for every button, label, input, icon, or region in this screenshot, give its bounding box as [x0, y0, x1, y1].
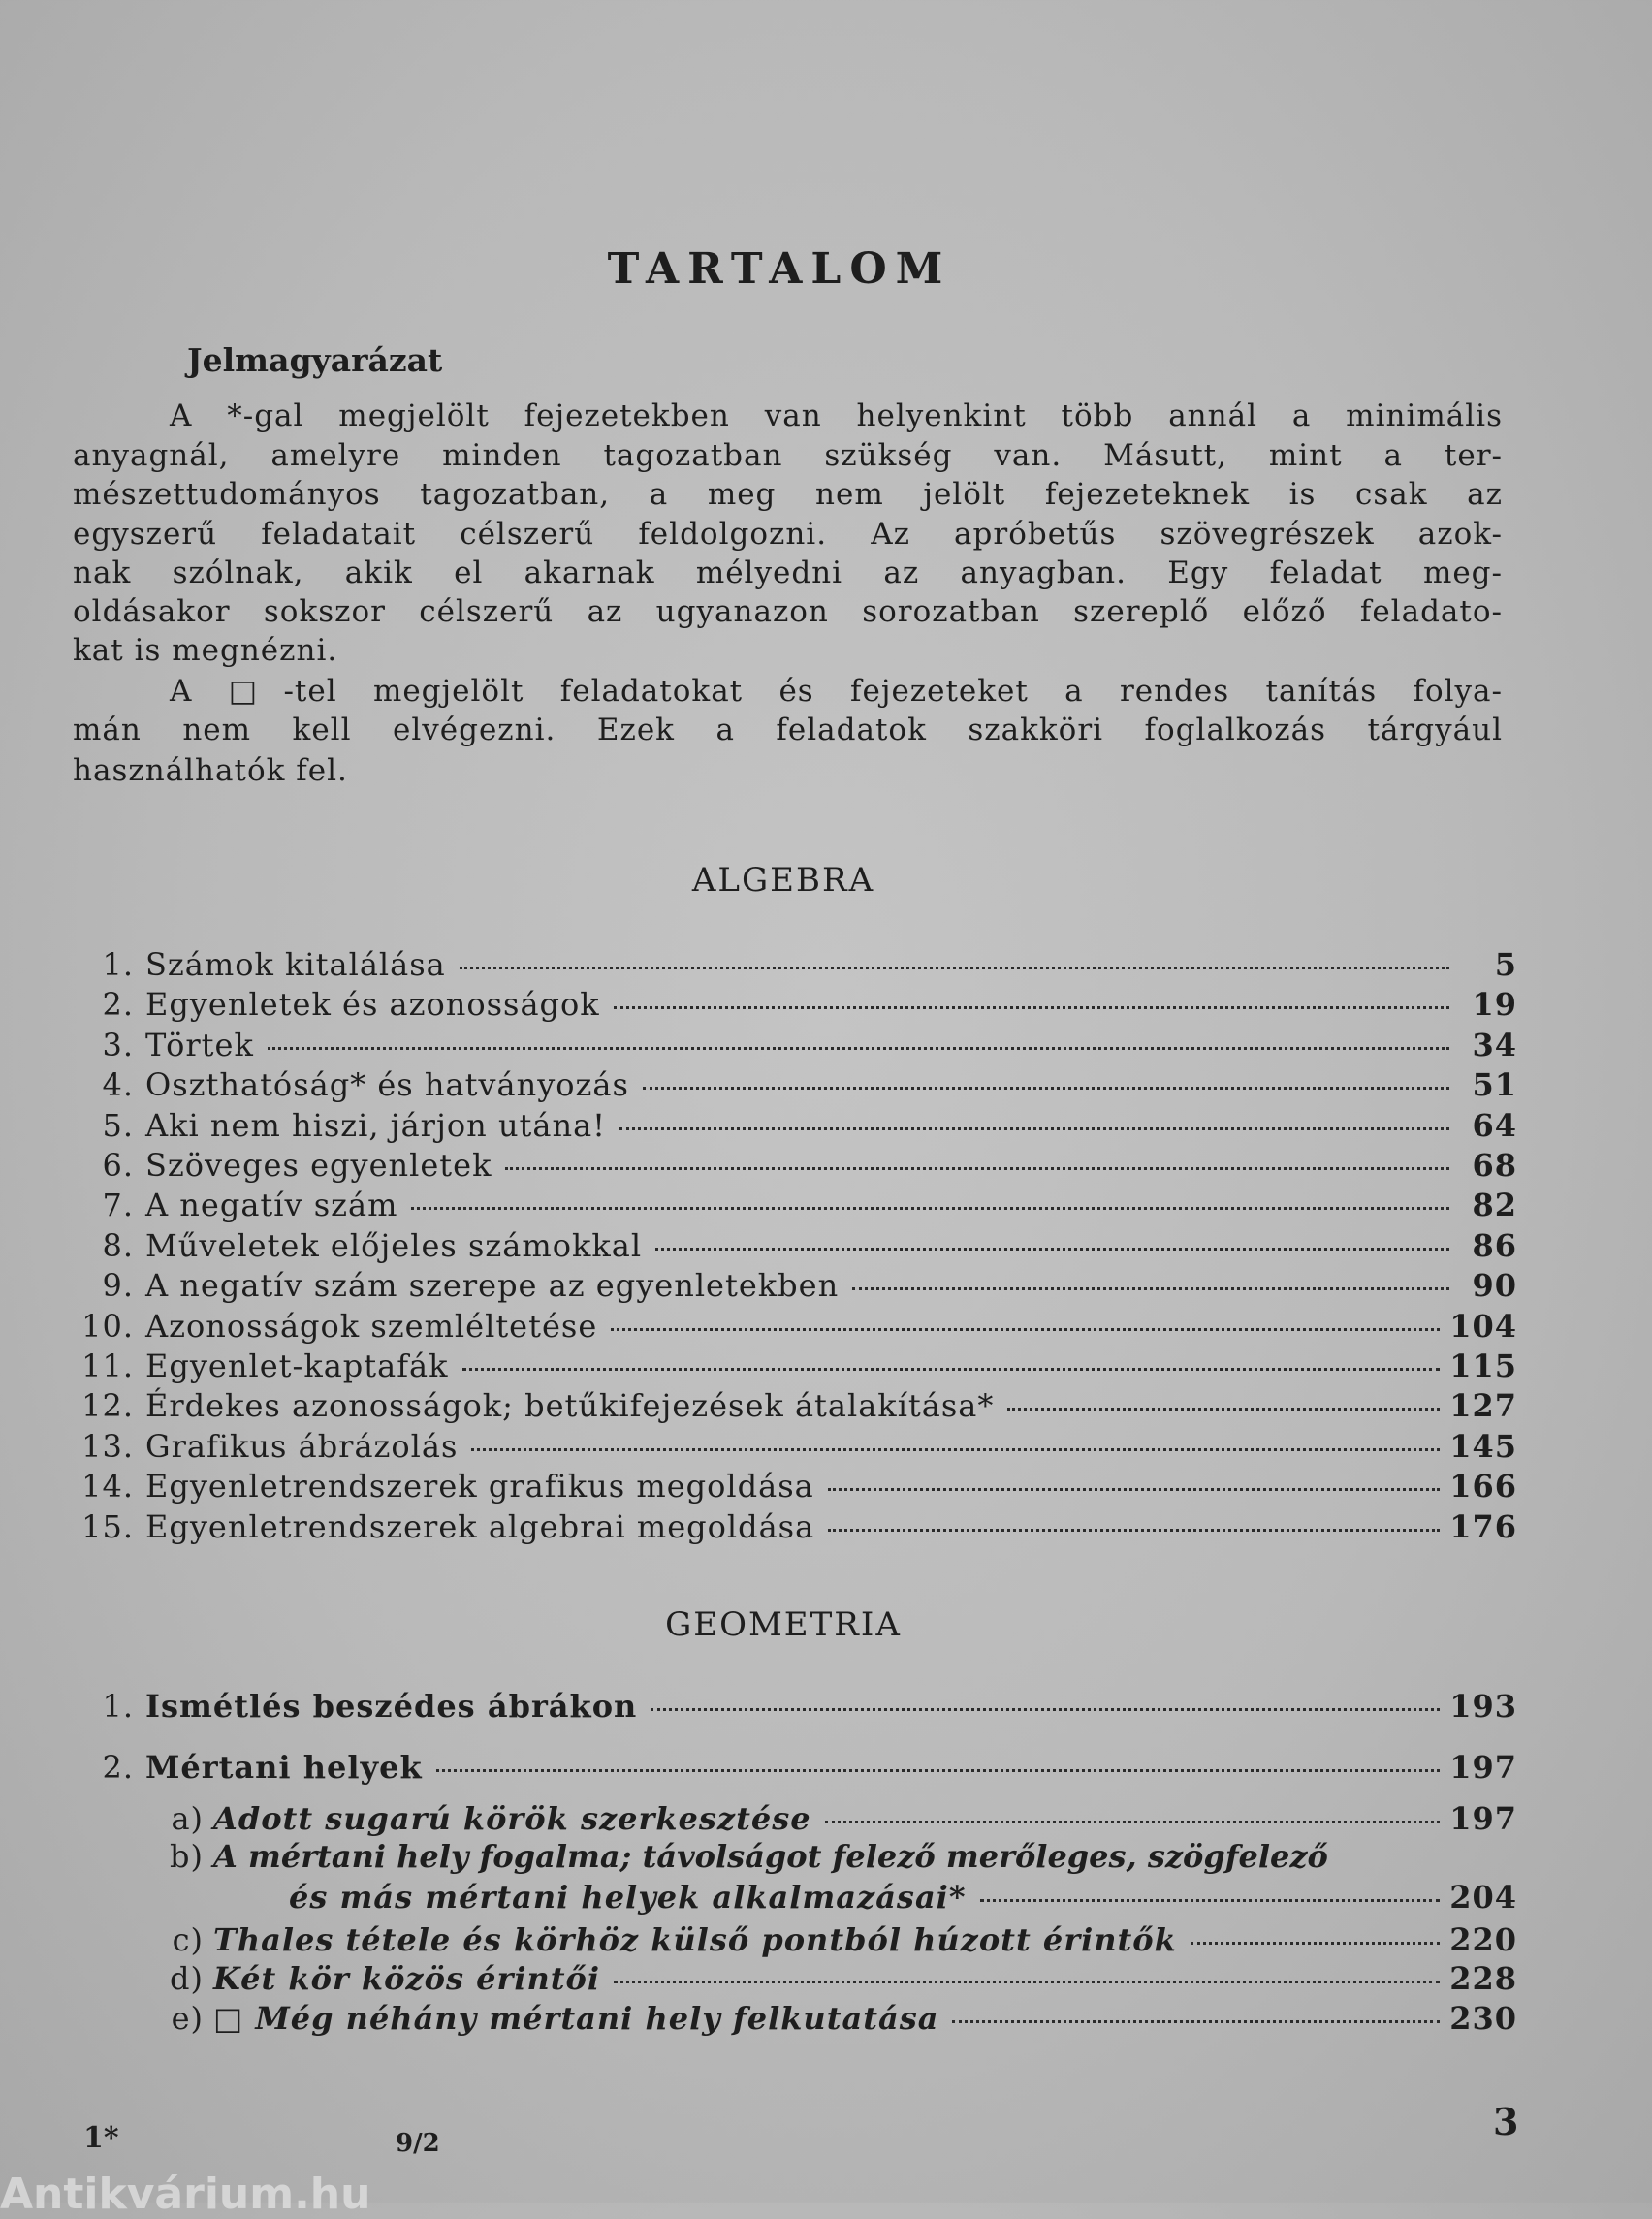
entry-page: 68 — [1472, 1147, 1517, 1184]
entry-number: 13. — [81, 1427, 134, 1465]
entry-title: Érdekes azonosságok; betűkifejezések átalakítása* — [145, 1387, 995, 1425]
toc-entry — [58, 1467, 1517, 1506]
dot-leader — [614, 1981, 1440, 1983]
entry-page: 34 — [1472, 1026, 1517, 1063]
toc-entry — [58, 1748, 1517, 1787]
page-number: 3 — [1493, 2100, 1519, 2143]
dot-leader — [643, 1087, 1449, 1090]
entry-page: 176 — [1449, 1507, 1517, 1545]
legend-text-line: mészettudományos tagozatban, a meg nem jelölt fejezeteknek is csak az — [73, 477, 1503, 512]
dot-leader — [825, 1821, 1441, 1823]
dot-leader — [436, 1769, 1441, 1772]
entry-page: 166 — [1449, 1468, 1517, 1506]
entry-letter: c) — [172, 1921, 204, 1958]
entry-title: Számok kitalálása — [145, 946, 446, 983]
dot-leader — [1007, 1408, 1440, 1411]
dot-leader — [614, 1006, 1449, 1009]
dot-leader — [411, 1207, 1449, 1210]
watermark: Antikvárium.hu — [0, 2170, 371, 2219]
toc-entry — [58, 1386, 1517, 1425]
entry-page: 127 — [1449, 1387, 1517, 1425]
entry-title: □ Még néhány mértani hely felkutatása — [213, 2000, 939, 2037]
toc-subentry-continued — [58, 1878, 1517, 1917]
entry-page: 228 — [1449, 1960, 1517, 1997]
entry-title: Két kör közös érintői — [213, 1960, 601, 1997]
legend-text-line: A *-gal megjelölt fejezetekben van helyenkint több annál a minimális — [170, 398, 1503, 433]
signature-mark: 1* — [83, 2121, 119, 2155]
entry-page: 197 — [1449, 1749, 1517, 1786]
entry-number: 11. — [81, 1347, 134, 1384]
dot-leader — [980, 1899, 1441, 1902]
toc-subentry — [58, 1837, 1445, 1876]
entry-number: 1. — [102, 1688, 134, 1725]
entry-number: 5. — [102, 1106, 134, 1144]
legend-text-line: kat is megnézni. — [73, 633, 338, 668]
entry-title: A negatív szám szerepe az egyenletekben — [145, 1267, 840, 1305]
entry-page: 204 — [1449, 1879, 1517, 1916]
entry-number: 3. — [102, 1026, 134, 1063]
entry-letter: b) — [170, 1838, 204, 1875]
entry-page: 82 — [1472, 1187, 1517, 1224]
toc-entry — [58, 1065, 1517, 1104]
toc-entry — [58, 1427, 1517, 1466]
entry-number: 7. — [102, 1187, 134, 1224]
legend-text-line: egyszerű feladatait célszerű feldolgozni. Az apróbetűs szövegrészek azok- — [73, 517, 1503, 552]
entry-page: 90 — [1472, 1267, 1517, 1305]
entry-title: Azonosságok szemléltetése — [145, 1307, 598, 1345]
entry-number: 2. — [102, 986, 134, 1024]
entry-title: Törtek — [145, 1026, 254, 1063]
entry-title: Thales tétele és körhöz külső pontból húzott érintők — [213, 1921, 1177, 1958]
entry-title: A negatív szám — [145, 1187, 398, 1224]
toc-entry — [58, 1226, 1517, 1265]
entry-page: 193 — [1449, 1688, 1517, 1725]
page-title: TARTALOM — [607, 244, 952, 294]
entry-title: Ismétlés beszédes ábrákon — [145, 1688, 638, 1725]
entry-page: 220 — [1449, 1921, 1517, 1958]
legend-text-line: anyagnál, amelyre minden tagozatban szükség van. Másutt, mint a ter- — [73, 438, 1503, 473]
entry-title: Egyenletrendszerek algebrai megoldása — [145, 1507, 815, 1545]
dot-leader — [828, 1488, 1441, 1491]
section-heading-algebra: ALGEBRA — [691, 861, 875, 900]
entry-letter: a) — [171, 1800, 204, 1837]
toc-subentry — [58, 1920, 1517, 1959]
dot-leader — [268, 1047, 1449, 1050]
dot-leader — [655, 1248, 1449, 1251]
entry-page: 230 — [1449, 2000, 1517, 2037]
section-heading-geometria: GEOMETRIA — [665, 1605, 902, 1644]
entry-title: Műveletek előjeles számokkal — [145, 1226, 643, 1264]
entry-number: 15. — [81, 1507, 134, 1545]
toc-entry — [58, 1146, 1517, 1185]
entry-number: 1. — [102, 946, 134, 983]
toc-subentry — [58, 1999, 1517, 2038]
entry-page: 5 — [1494, 946, 1517, 983]
toc-subentry — [58, 1799, 1517, 1838]
toc-entry — [58, 1507, 1517, 1546]
dot-leader — [620, 1127, 1449, 1130]
entry-number: 6. — [102, 1147, 134, 1184]
entry-title: Aki nem hiszi, járjon utána! — [145, 1106, 607, 1144]
legend-text-line: A □-tel megjelölt feladatokat és fejezeteket a rendes tanítás folya- — [170, 674, 1503, 709]
entry-title: Egyenletrendszerek grafikus megoldása — [145, 1468, 814, 1506]
entry-title: Adott sugarú körök szerkesztése — [213, 1800, 811, 1837]
entry-title: Egyenlet-kaptafák — [145, 1347, 449, 1384]
dot-leader — [460, 967, 1449, 969]
print-code: 9/2 — [396, 2129, 440, 2158]
dot-leader — [651, 1708, 1440, 1711]
entry-title: Oszthatóság* és hatványozás — [145, 1066, 629, 1104]
legend-text-line: használhatók fel. — [73, 753, 348, 788]
entry-page: 86 — [1472, 1226, 1517, 1264]
legend-text-line: oldásakor sokszor célszerű az ugyanazon sorozatban szereplő előző feladato- — [73, 594, 1503, 629]
entry-title-continued: és más mértani helyek alkalmazásai* — [289, 1879, 967, 1916]
entry-title: Szöveges egyenletek — [145, 1147, 492, 1184]
entry-page: 145 — [1449, 1427, 1517, 1465]
entry-number: 8. — [102, 1226, 134, 1264]
entry-title: A mértani hely fogalma; távolságot felező merőleges, szögfelező — [213, 1838, 1328, 1875]
toc-entry — [58, 945, 1517, 984]
toc-entry — [58, 1347, 1517, 1385]
legend-text-line: mán nem kell elvégezni. Ezek a feladatok szakköri foglalkozás tárgyául — [73, 713, 1503, 747]
entry-number: 4. — [102, 1066, 134, 1104]
entry-page: 115 — [1449, 1347, 1517, 1384]
toc-entry — [58, 1106, 1517, 1145]
entry-number: 2. — [102, 1749, 134, 1786]
toc-entry — [58, 1307, 1517, 1346]
entry-number: 12. — [81, 1387, 134, 1425]
dot-leader — [611, 1328, 1440, 1331]
toc-entry — [58, 1186, 1517, 1224]
entry-page: 19 — [1472, 986, 1517, 1024]
toc-entry — [58, 1026, 1517, 1064]
entry-letter: d) — [170, 1960, 204, 1997]
dot-leader — [462, 1368, 1441, 1371]
entry-page: 64 — [1472, 1106, 1517, 1144]
dot-leader — [471, 1448, 1440, 1451]
dot-leader — [1191, 1942, 1440, 1945]
entry-page: 197 — [1449, 1800, 1517, 1837]
entry-number: 10. — [81, 1307, 134, 1345]
entry-title: Egyenletek és azonosságok — [145, 986, 600, 1024]
entry-title: Mértani helyek — [145, 1749, 423, 1786]
entry-title: Grafikus ábrázolás — [145, 1427, 459, 1465]
legend-heading: Jelmagyarázat — [187, 341, 443, 379]
toc-entry — [58, 1687, 1517, 1726]
dot-leader — [505, 1167, 1449, 1170]
toc-entry — [58, 1266, 1517, 1305]
dot-leader — [852, 1287, 1449, 1290]
entry-number: 14. — [81, 1468, 134, 1506]
entry-letter: e) — [171, 2000, 204, 2037]
toc-subentry — [58, 1959, 1517, 1998]
entry-number: 9. — [102, 1267, 134, 1305]
legend-text-line: nak szólnak, akik el akarnak mélyedni az anyagban. Egy feladat meg- — [73, 555, 1503, 590]
entry-page: 104 — [1449, 1307, 1517, 1345]
dot-leader — [952, 2020, 1440, 2023]
toc-entry — [58, 985, 1517, 1024]
entry-page: 51 — [1472, 1066, 1517, 1104]
dot-leader — [828, 1529, 1440, 1532]
